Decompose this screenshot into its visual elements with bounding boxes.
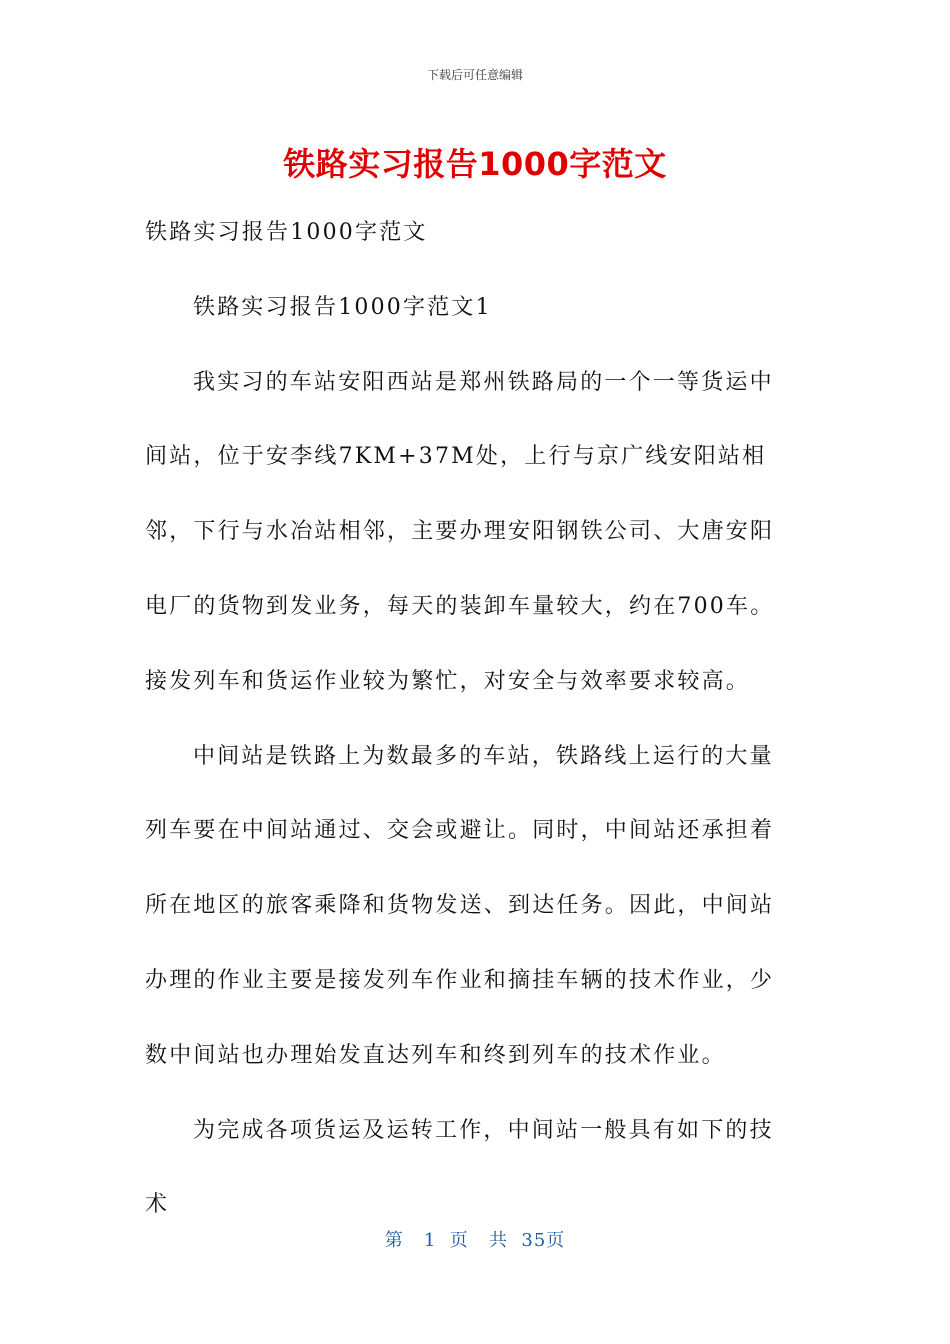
page-header: 下载后可任意编辑 — [426, 68, 523, 82]
paragraph: 中间站是铁路上为数最多的车站，铁路线上运行的大量列车要在中间站通过、交会或避让。同时，中间站还承担着所在地区的旅客乘降和货物发送、到达任务。因此，中间站办理的作业主要是接发列车作业和摘挂车辆的技术作业，少数中间站也办理始发直达列车和终到列车的技术作业。 — [145, 743, 775, 1068]
paragraph: 为完成各项货运及运转工作，中间站一般具有如下的技术 — [145, 1117, 774, 1218]
document-title: 铁路实习报告1000字范文 — [283, 145, 667, 183]
footer-total-word: 共 — [488, 1230, 508, 1251]
paragraph-section-heading: 铁路实习报告1000字范文1 — [193, 294, 492, 320]
paragraph-subtitle: 铁路实习报告1000字范文 — [145, 220, 428, 245]
footer-prefix: 第 — [384, 1230, 404, 1251]
page-footer — [0, 1226, 950, 1252]
paragraph: 我实习的车站安阳西站是郑州铁路局的一个一等货运中间站，位于安李线7KM+37M处，上行与京广线安阳站相邻，下行与水冶站相邻，主要办理安阳钢铁公司、大唐安阳电厂的货物到发业务，每天的装卸车量较大，约在700车。接发列车和货运作业较为繁忙，对安全与效率要求较高。 — [145, 369, 775, 694]
document-body — [145, 196, 795, 1243]
footer-page-word: 页 — [449, 1230, 469, 1251]
footer-total-pages: 35页 — [521, 1230, 566, 1251]
footer-current-page: 1 — [423, 1230, 437, 1251]
